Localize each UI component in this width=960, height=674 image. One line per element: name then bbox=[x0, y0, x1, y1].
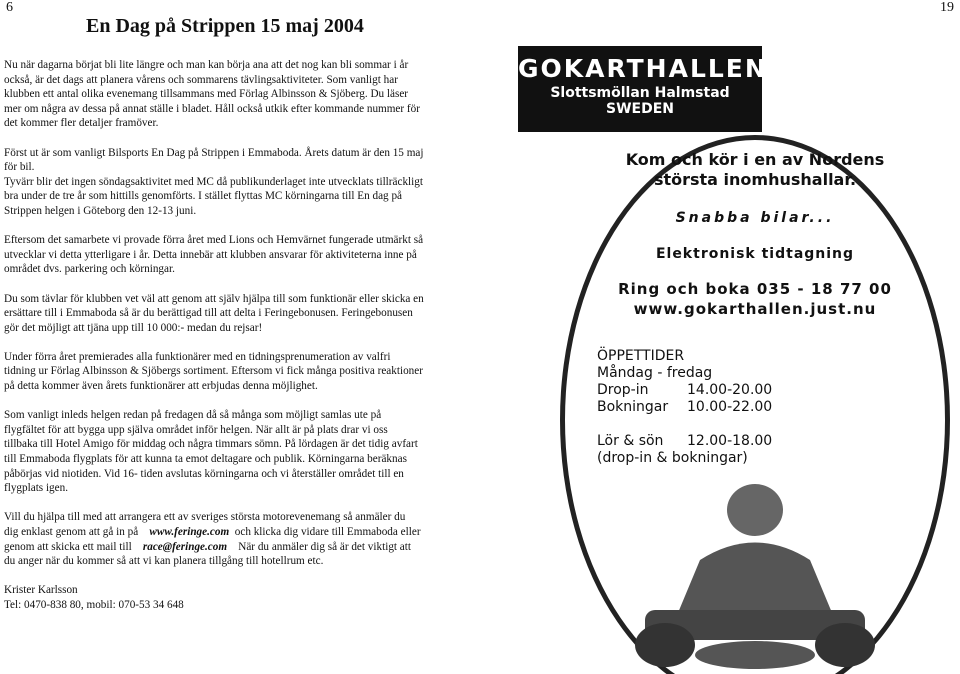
signup-paragraph bbox=[4, 510, 484, 568]
email-link[interactable]: race@feringe.com bbox=[142, 540, 228, 553]
ad-website[interactable]: www.gokarthallen.just.nu bbox=[633, 300, 877, 318]
hours-value: 10.00-22.00 bbox=[687, 399, 773, 415]
text: genom att skicka ett mail till bbox=[4, 540, 132, 553]
text-line: det kommer fler detaljer framöver. bbox=[4, 117, 159, 130]
ad-phone: Ring och boka 035 - 18 77 00 bbox=[618, 280, 892, 298]
text: När du anmäler dig så är det viktigt att bbox=[238, 540, 411, 553]
ad-headline bbox=[565, 150, 945, 190]
website-link[interactable]: www.feringe.com bbox=[149, 526, 230, 538]
text-line: påbörjas vid niotiden. Vid 16- tiden avslutas körningarna och vi återställer området till en bbox=[4, 467, 404, 480]
headline-line: största inomhushallar. bbox=[653, 170, 857, 189]
opening-hours bbox=[597, 348, 772, 467]
page-number-right: 19 bbox=[940, 0, 954, 15]
hours-label: Lör & sön bbox=[597, 433, 664, 449]
hours-label: Bokningar bbox=[597, 399, 669, 415]
hours-row bbox=[597, 433, 772, 450]
text-line: Nu när dagarna börjat bli lite längre och man kan börja ana att det nog kan bli sommar i år bbox=[4, 59, 409, 71]
text-line: Vill du hjälpa till med att arrangera ett av sveriges största motorevenemang så anmäler du bbox=[4, 511, 406, 524]
paragraph bbox=[4, 292, 484, 336]
page-number-left: 6 bbox=[6, 0, 13, 15]
hours-label: Drop-in bbox=[597, 382, 649, 398]
text-line: tidning ur Förlag Albinsson & Sjöbergs sortiment. Eftersom vi fick många positiva reaktioner bbox=[4, 365, 423, 378]
hours-note: (drop-in & bokningar) bbox=[597, 450, 748, 466]
text-line: för bil. bbox=[4, 161, 35, 174]
hours-weekdays: Måndag - fredag bbox=[597, 365, 713, 381]
text-line: bra under de tre år som hittills genomförts. I stället flyttas MC körningarna till En dag på bbox=[4, 190, 402, 203]
text-line: du anger när du kommer så att vi kan planera tillgång till hotellrum etc. bbox=[4, 555, 324, 568]
text-line: flygplats igen. bbox=[4, 482, 69, 495]
text-line: också, är det dags att planera vårens och sommarens tävlingsaktiviteter. Som vanligt har bbox=[4, 73, 398, 86]
text-line: ersättare till i Emmaboda så är du berättigad till att delta i Feringebonusen. Feringebonusen bbox=[4, 307, 413, 320]
text-line: tillbaka till Hotel Amigo för middag och några timmars sömn. På lördagen är det tidig avfart bbox=[4, 438, 418, 451]
author-contact: Tel: 0470-838 80, mobil: 070-53 34 648 bbox=[4, 598, 184, 611]
article-body bbox=[4, 58, 484, 613]
author-name: Krister Karlsson bbox=[4, 584, 78, 597]
hours-value: 14.00-20.00 bbox=[687, 382, 773, 398]
gokarthallen-advertisement bbox=[505, 40, 960, 674]
paragraph bbox=[4, 146, 484, 219]
logo-text: GOKARTHALLEN bbox=[518, 54, 768, 83]
hours-row bbox=[597, 382, 772, 399]
text: dig enklast genom att gå in på bbox=[4, 526, 139, 538]
text-line: Som vanligt inleds helgen redan på fredagen då så många som möjligt samlas ute på bbox=[4, 409, 382, 422]
text-line: flygfältet för att bygga upp själva området inför helgen. När allt är på plats drar vi oss bbox=[4, 423, 388, 436]
logo-country: SWEDEN bbox=[606, 101, 674, 117]
text-line: Strippen helgen i Göteborg den 12-13 juni. bbox=[4, 204, 197, 217]
text-line: gör det möjligt att tjäna upp till 10 000:- medan du rejsar! bbox=[4, 321, 263, 334]
hours-title: ÖPPETTIDER bbox=[597, 348, 685, 364]
text-line: Under förra året premierades alla funktionärer med en tidningsprenumeration av valfri bbox=[4, 350, 391, 363]
text-line: Du som tävlar för klubben vet väl att genom att själv hjälpa till som funktionär eller skicka en bbox=[4, 292, 424, 305]
ad-feature: Elektronisk tidtagning bbox=[655, 246, 855, 262]
gokart-driver-image bbox=[605, 470, 905, 670]
paragraph bbox=[4, 58, 484, 131]
article-title: En Dag på Strippen 15 maj 2004 bbox=[86, 15, 364, 37]
text-line: Först ut är som vanligt Bilsports En Dag på Strippen i Emmaboda. Årets datum är den 15 maj bbox=[4, 146, 424, 159]
paragraph bbox=[4, 350, 484, 394]
text-line: Eftersom det samarbete vi provade förra året med Lions och Hemvärnet fungerade utmärkt så bbox=[4, 234, 424, 247]
signature bbox=[4, 583, 484, 612]
text-line: utvecklar vi detta ytterligare i år. Detta innebär att klubben ansvarar för aktiviteterna inne på bbox=[4, 248, 417, 261]
text: och klicka dig vidare till Emmaboda eller bbox=[234, 526, 421, 538]
text-line: mer om några av dessa på annat ställe i bladet. Håll också utkik efter kommande nummer för bbox=[4, 102, 420, 115]
logo-location: Slottsmöllan Halmstad bbox=[550, 85, 730, 101]
text-line: Tyvärr blir det ingen söndagsaktivitet med MC då publikunderlaget inte utvecklats tillräckligt bbox=[4, 175, 423, 188]
hours-row bbox=[597, 399, 772, 416]
gokarthallen-logo bbox=[518, 46, 768, 132]
ad-tagline: Snabba bilar... bbox=[675, 210, 835, 226]
headline-line: Kom och kör i en av Nordens bbox=[625, 150, 885, 169]
paragraph bbox=[4, 233, 484, 277]
text-line: klubben ett antal olika evenemang tillsammans med Förlag Albinsson & Sjöberg. Du läser bbox=[4, 88, 409, 101]
text-line: på detta kommer även årets funktionärer att erbjudas denna möjlighet. bbox=[4, 380, 318, 393]
text-line: till Emmaboda flygplats för att kunna ta emot deltagare och publik. Körningarna beräknas bbox=[4, 453, 407, 466]
hours-value: 12.00-18.00 bbox=[687, 433, 773, 449]
text-line: området dvs. parkering och körningar. bbox=[4, 263, 175, 276]
paragraph bbox=[4, 408, 484, 496]
